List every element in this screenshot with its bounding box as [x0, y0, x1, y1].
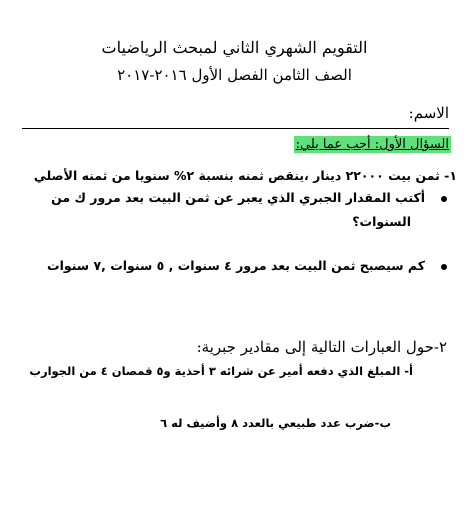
bullet-icon	[441, 196, 447, 202]
question1-heading: السؤال الأول: أجب عما يلي:	[295, 137, 449, 152]
bullet-1-text: أكتب المقدار الجبري الذي يعبر عن ثمن البيت بعد مرور ك من	[51, 190, 425, 205]
page-subtitle: الصف الثامن الفصل الأول ٢٠١٦-٢٠١٧	[117, 66, 352, 84]
bullet-2-text: كم سيصبح ثمن البيت بعد مرور ٤ سنوات , ٥ سنوات ,٧ سنوات	[47, 258, 425, 273]
page-title: التقويم الشهري الثاني لمبحث الرياضيات	[101, 38, 368, 57]
question2-item-b: ب-ضرب عدد طبيعي بالعدد ٨ وأضيف له ٦	[160, 416, 391, 430]
name-divider	[22, 128, 449, 129]
question2-item-a: أ- المبلغ الذي دفعه أمير عن شرائه ٣ أحذية و٥ قمصان ٤ من الجوارب	[29, 364, 413, 378]
student-name-label: الاسم:	[408, 104, 449, 122]
question1-statement: ١- ثمن بيت ٢٢٠٠٠ دينار ،ينقص ثمنه بنسبة ٢% سنويا من ثمنه الأصلي	[33, 168, 457, 183]
question2-heading: ٢-حول العبارات التالية إلى مقادير جبرية:	[196, 338, 447, 356]
question1-bullet-1-continuation: السنوات؟	[352, 214, 411, 229]
bullet-icon	[441, 264, 447, 270]
question1-bullet-2	[47, 258, 447, 273]
question1-bullet-1	[51, 190, 447, 205]
